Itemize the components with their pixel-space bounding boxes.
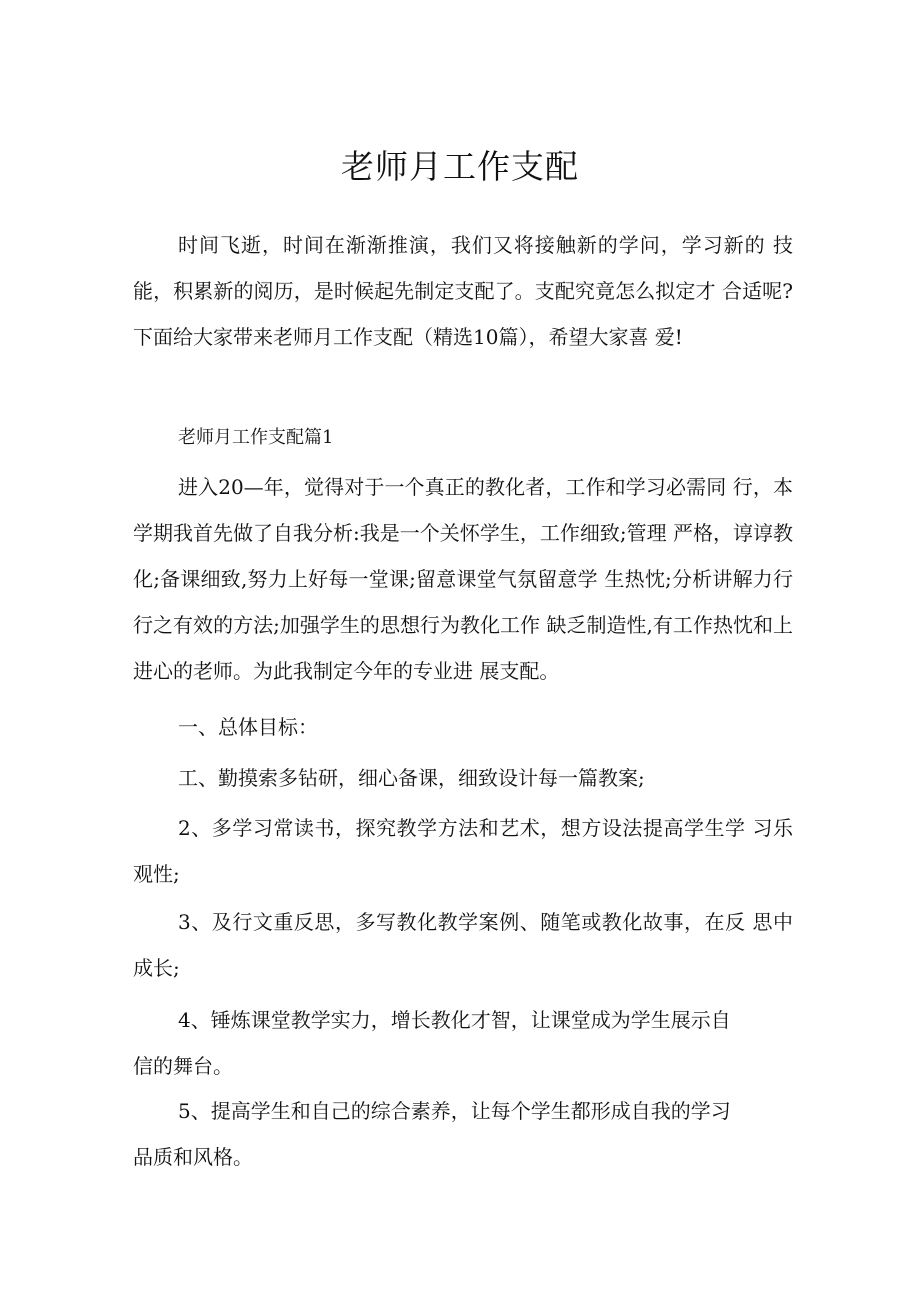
goal-item-5-line-1: 5、提高学生和自己的综合素养，让每个学生都形成自我的学习 (178, 1099, 731, 1123)
goal-item-1: 工、勤摸索多钻研，细心备课，细致设计每一篇教案; (178, 766, 645, 790)
goal-item-3: 3、及行文重反思，多写教化教学案例、随笔或教化故事，在反 思中成长; (133, 910, 793, 980)
goal-item-2: 2、多学习常读书，探究教学方法和艺术，想方设法提高学生学 习乐观性; (133, 816, 793, 886)
goal-item-4-line-1: 4、锤炼课堂教学实力，增长教化才智，让课堂成为学生展示自 (178, 1008, 731, 1032)
body-paragraph-1: 进入20—年，觉得对于一个真正的教化者，工作和学习必需同 行，本学期我首先做了自我分析:我是一个关怀学生，工作细致;管理 严格，谆谆教化;备课细致,努力上好每一堂课;留意课堂气氛留意学 生热忱;分析讲解力行行之有效的方法;加强学生的思想行为教化工作 缺乏制造性,有工作热忱和上进心的老师。为此我制定今年的专业进 展支配。 (133, 475, 793, 683)
document-title: 老师月工作支配 (341, 147, 579, 186)
section-title: 老师月工作支配篇1 (178, 427, 334, 448)
goal-heading: 一、总体目标： (178, 715, 318, 739)
intro-paragraph: 时间飞逝，时间在渐渐推演，我们又将接触新的学问，学习新的 技能，积累新的阅历，是时候起先制定支配了。支配究竟怎么拟定才 合适呢?下面给大家带来老师月工作支配（精选10篇），希望大家喜 爱! (133, 233, 793, 349)
goal-item-4-line-2: 信的舞台。 (133, 1054, 233, 1078)
goal-item-5-line-2: 品质和风格。 (133, 1145, 253, 1169)
